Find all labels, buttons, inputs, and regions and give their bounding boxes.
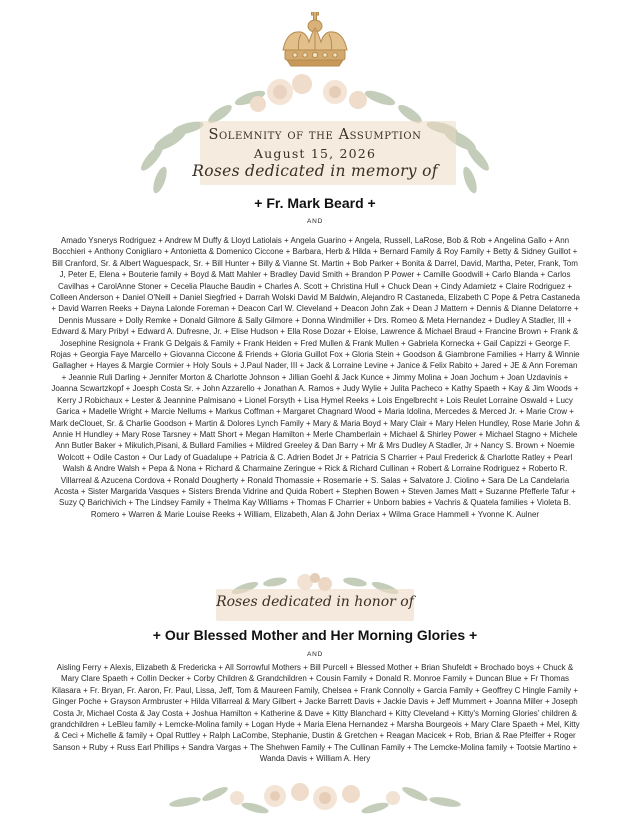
crown-icon <box>275 12 355 78</box>
honor-honoree: + Our Blessed Mother and Her Morning Glories + <box>152 627 478 643</box>
memory-honoree: + Fr. Mark Beard + <box>254 195 376 211</box>
page-title: Solemnity of the Assumption <box>208 127 422 143</box>
and-label: AND <box>306 218 324 225</box>
honor-names-list: Aisling Ferry + Alexis, Elizabeth & Fredericka + All Sorrowful Mothers + Bill Purcell + Blessed Mother + Brian Shufeldt + Brochado boys + Chuck & Mary Clare Spaeth + Collin Decker + Corby Children & Grandchildren + Cousin Family + Donald R. Monroe Family + Duncan Blue + Fr Thomas Kilasara + Fr. Bryan, Fr. Aaron, Fr. Paul, Lissa, Jeff, Tom & Maureen Family, Chelsea + Frank Connolly + Garcia Family + Geoffrey C Hingle Family + Ginger Poche + Grayson Armbruster + Hilda Villarreal & Mary Gilbert + Jacke Barrett Davis + Jackie Davis + Jeff Mummert + Joanna Miller + Joseph Costa Jr, Michael Costa & Jay Costa + Joshua Hamilton + Katherine & Dave + Kitty Blanchard + Kitty Cleveland + Kitty's Morning Glories' children & grandchildren + LeBleu family + Lemcke-Molina family + Logan Hyde + Maria Elena Hernandez + Marsha Bourgeois + Mary Clare Spaeth + Mel, Kitty & Ceci + Michelle & family + Opal Ruttley + Ralph LaCombe, Stephanie, Dustin & Gretchen + Reagan Macicek + Rob, Brian & Rae Pfeiffer + Roger Sanson + Ruby + Russ Earl Phillips + Sandra Vargas + The Shehwen Family + The Cullinan Family + The Lemcke-Molina family + Tootsie Martino + Wanda Davis + William A. Hery <box>50 663 580 764</box>
floral-garland-icon <box>165 772 465 822</box>
event-date: August 15, 2026 <box>253 146 377 161</box>
memory-names-list: Amado Ysnerys Rodriguez + Andrew M Duffy & Lloyd Latiolais + Angela Guarino + Angela, Russell, LaRose, Bob & Rob + Angelina Gallo + Ann Bocchieri + Anthony Conigliaro + Antonietta & Domenico Ciccone + Barbara, Herb & Hilda + Bernard Family & Roy Family + Betty & Sidney Guillot + Bill Cranford, Sr. & Albert Waguespack, Sr. + Bill Hunter + Billy & Vianne St. Martin + Bob Parker + Bonita & Darrel, David, Martha, Peter, Frank, Tom J, Peter E, Elena + Bouterie family + Boyd & Matt Mahler + Bradley David Smith + Brandon P Power + Camille Goodwill + Carlo Blanda + Carlos Cavilhas + CarolAnne Stoner + Cecelia Plauche Baudin + Charles A. Scott + Christina Hull + Chuck Dean + Cindy Adamietz + Claire Rodriguez + Colleen Anderson + Daniel O'Neill + Daniel Siegfried + Darrah Wolski David M Baldwin, Alejandro R Castaneda, Elizabeth C Pope & Petra Castaneda + David Warren Reeks + Dayna Lalonde Foreman + Deacon Carl W. Cleveland + Deacon John Zak + Dean J Mattern + Dennis & Dianne Delatorre + Dennis Mussare + Dolly Remke + Donald Gilmore & Sally Gilmore + Donna Windmiller + Drs. Romeo & Meta Hernandez + Dudley A Stadler, III + Edward & Mary Pribyl + Edward A. Dufresne, Jr. + Elise Hudson + Ella Rose Dozar + Eloise, Lawrence & Michael Braud + Francine Brown + Frank & Josephine Resignola + Frank G Delgais & Family + Frank Heiden + Fred Mullen & Frank Mullen + Gabriela Kornecka + Gail Capizzi + George F. Rojas + Georgia Faye Marcello + Giovanna Ciccone & Friends + Gloria Guillot Fox + Gloria Stein + Goodson & Giambrone Families + Harry & Winnie Gallagher + Hayes & Margie Cormier + Holy Souls + J.Paul Nader, III + Jack & Lorraine Levine + Janice & Felix Rabito + Jared + JE & Ann Foreman + Jeannie Ruli Darling + Jennifer Morton & Charlotte Johnson + Jillian Goehl & Jack Kunce + Jimmy Molina + Joan Jochum + Joan Uzdavinis + Joanna Scwartzkopf + Joesph Costa Sr. + John Azzarello + Jonathan A. Ramos + Judy Wylie + Julita Pacheco + Kathy Spaeth + Kay & Jim Woods + Kerry J Robichaux + Lester & Jeannine Palmisano + Lionel Forsyth + Lisa Hymel Reeks + Lois Engelbrecht + Lois Reulet Lorraine Oswald + Lucy Garica + Madelle Wright + Marcie Nellums + Markus Coffman + Margaret Chagnard Wood + Maria Idolina, Mercedes & Merced Jr. + Marie Crow + Mark deClouet, Sr. & Charlie Goodson + Martin & Dolores Lynch Family + Mary & Maria Boyd + Mary Clair + Mary Helen Hundley, Rose Marie John & Annie H Hundley + Mary Rose Tarsney + Matt Short + Megan Hamilton + Merle Chamberlain + Michael & Shirley Power + Michael Stagno + Michele Ann Butler Baker + Mikulich,Pisani, & Bullard Families + Mildred Greeley & Dan Barry + Mr & Mrs Dudley A Stadler, Jr + Nancy S. Brown + Noemie Wolcott + Odile Caston + Our Lady of Guadalupe + Patricia & C. Adrien Bodet Jr + Patricia S Charrier + Paul Frederick & Charlotte Ratley + Pearl Walsh & Andre Walsh + Pepa & Nona + Richard & Charmaine Zeringue + Rick & Richard Cullinan + Robert & Lorraine Rodriguez + Roberto R. Villarreal & Azucena Cordova + Ronald Dougherty + Ronald Thomassie + Rosemarie + S. Salas + Salvatore J. Ciolino + Sara De La Candelaria Acosta + Sister Margarida Vasques + Sisters Brenda Vidrine and Quida Robert + Stephen Bowen + Steven James Matt + Suzanne Pfefferle Tafur + Suzy Q Barichivich + The Lindsey Family + Thelma Kay Williams + Thomas F Charrier + Unborn babies + Vachris & Quatela families + Violeta B. Romero + Warren & Marie Louise Reeks + William, Elizabeth, Alan & John Deriax + Wilma Grace Hammell + Yvonne K. Aulner <box>50 236 580 519</box>
and-label: AND <box>306 651 324 658</box>
memory-script-heading: Roses dedicated in memory of <box>192 162 438 180</box>
honor-script-heading: Roses dedicated in honor of <box>216 594 414 610</box>
